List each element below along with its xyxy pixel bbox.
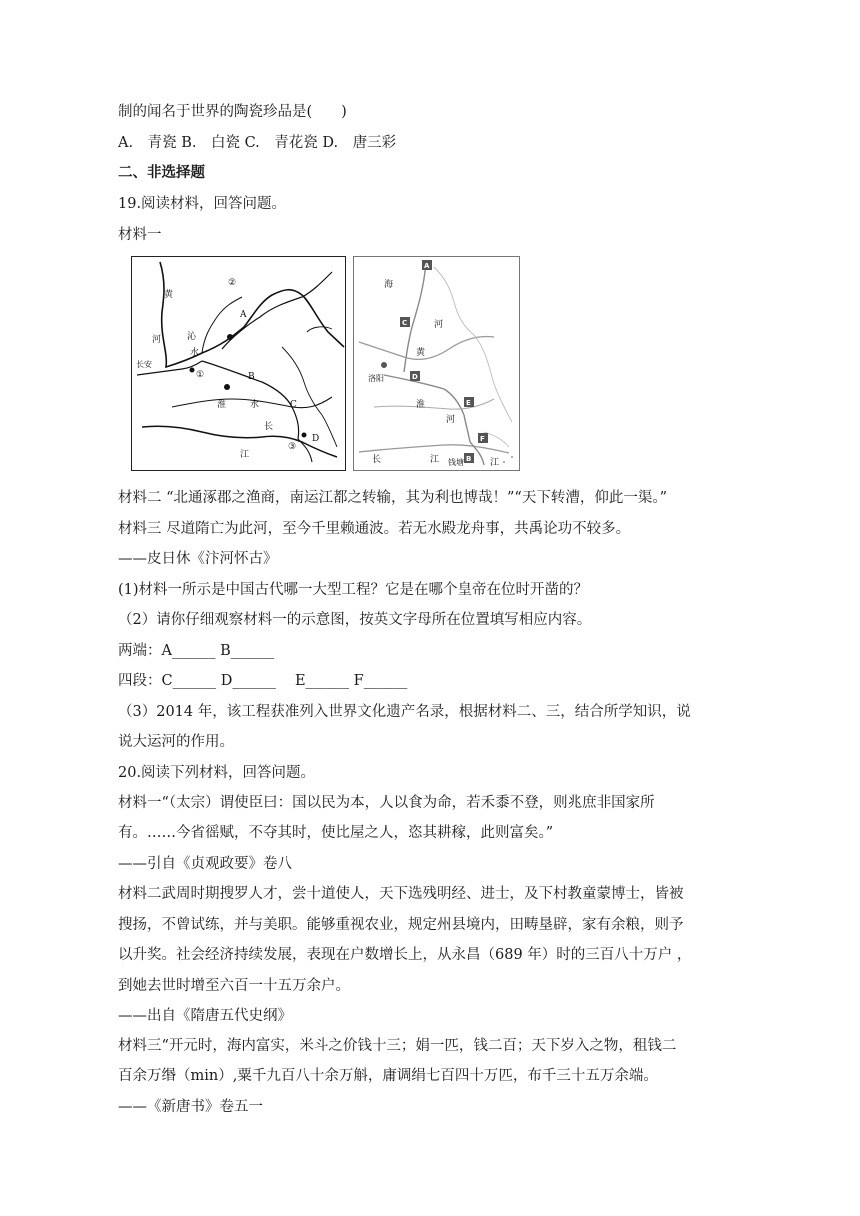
- canal-jiangnan: [298, 439, 312, 462]
- q19-material3: 材料三 尽道隋亡为此河，至今千里赖通波。若无水殿龙舟事，共禹论功不较多。: [118, 521, 631, 537]
- section-heading: 二、非选择题: [118, 164, 205, 181]
- city-dot: [302, 433, 307, 438]
- label-huai: 淮: [217, 400, 227, 410]
- q19-sub2: （2）请你仔细观察材料一的示意图，按英文字母所在位置填写相应内容。: [118, 612, 592, 628]
- canal-shanyang: [464, 415, 470, 442]
- q18-options: A. 青瓷 B. 白瓷 C. 青花瓷 D. 唐三彩: [118, 135, 397, 151]
- badge-E-text: E: [466, 399, 471, 407]
- label-hai: 海: [384, 280, 394, 290]
- label-C: C: [290, 400, 297, 410]
- coastline: [282, 347, 337, 447]
- badge-F-text: F: [480, 435, 485, 443]
- yellow-river: [160, 262, 344, 367]
- badge-D-text: D: [412, 373, 418, 381]
- label-qin: 沁: [187, 332, 197, 342]
- label-jiang: 江: [240, 450, 250, 460]
- label-chang: 长: [264, 422, 274, 432]
- label-luoyang: 洛阳: [368, 374, 384, 383]
- label-changan: 长安: [136, 360, 152, 369]
- qin-river: [202, 297, 242, 353]
- label-jiang2: 江: [490, 458, 500, 468]
- island-dot: [511, 456, 513, 458]
- label-huai-shui: 水: [250, 400, 260, 410]
- q18-stem-tail: 制的闻名于世界的陶瓷珍品是( ): [118, 104, 347, 120]
- q20-material2-source: ——出自《隋唐五代史纲》: [118, 1008, 292, 1024]
- label-huai: 淮: [416, 400, 426, 410]
- label-B: B: [248, 372, 255, 382]
- label-huai-he: 河: [446, 415, 456, 425]
- q19-sub3-line2: 说大运河的作用。: [118, 734, 234, 750]
- label-n1: ①: [196, 370, 205, 380]
- yangtze-river: [359, 445, 509, 453]
- city-dot: [190, 368, 195, 373]
- q20-material2-line2: 搜扬，不曾试练，并与美职。能够重视农业，规定州县境内，田畴垦辟，家有余粮，则予: [118, 917, 684, 933]
- q20-title: 20.阅读下列材料，回答问题。: [118, 765, 316, 781]
- q19-sub3-line1: （3）2014 年，该工程获准列入世界文化遗产名录，根据材料二、三，结合所学知识，说: [118, 704, 691, 720]
- q19-title: 19.阅读材料，回答问题。: [118, 196, 287, 212]
- right-map-svg: [354, 257, 519, 470]
- q20-material3-line2: 百余万缗（min）,粟千九百八十余万斛，庸调绢七百四十万匹，布千三十五万余端。: [118, 1068, 658, 1084]
- label-n3: ③: [288, 442, 297, 452]
- huai-river: [374, 399, 494, 409]
- q20-material2-line1: 材料二武周时期搜罗人才，尝十道使人，天下选残明经、进士，及下村教童蒙博士，皆被: [118, 886, 684, 902]
- label-he: 河: [434, 320, 444, 330]
- city-dot: [224, 384, 230, 390]
- label-A: A: [240, 310, 247, 320]
- q19-material1-label: 材料一: [118, 227, 162, 243]
- q20-material1-line2: 有。……今省徭赋，不夺其时，使比屋之人，恣其耕稼，此则富矣。”: [118, 825, 554, 841]
- label-qiantang: 钱塘: [448, 458, 464, 467]
- q20-material1-source: ——引自《贞观政要》卷八: [118, 856, 292, 872]
- q20-material3-source: ——《新唐书》卷五一: [118, 1099, 263, 1115]
- q19-four-sections: 四段：C______ D______ E______ F______: [118, 673, 408, 689]
- label-chang: 长: [372, 455, 382, 465]
- badge-B-text: B: [466, 455, 472, 463]
- q19-sub1: (1)材料一所示是中国古代哪一大型工程？它是在哪个皇帝在位时开凿的？: [118, 582, 589, 598]
- canal-shanyang: [292, 407, 299, 439]
- city-dot: [227, 334, 233, 340]
- label-D: D: [312, 434, 320, 444]
- badge-C-text: C: [402, 319, 408, 327]
- label-he: 河: [152, 335, 162, 345]
- label-huang: 黄: [416, 348, 426, 358]
- city-luoyang: [381, 362, 387, 368]
- left-map: [131, 256, 346, 471]
- q20-material3-line1: 材料三“开元时，海内富实，米斗之价钱十三；娟一匹，钱二百；天下岁入之物，租钱二: [118, 1038, 677, 1054]
- left-map-svg: [132, 257, 345, 470]
- q20-material1-line1: 材料一“（太宗）谓使臣曰：国以民为本，人以食为命，若禾黍不登，则兆庶非国家所: [118, 795, 655, 811]
- canal-yongji: [222, 272, 332, 349]
- label-n2: ②: [228, 278, 237, 288]
- q19-ends: 两端：A______ B______: [118, 643, 275, 659]
- label-huang: 黄: [164, 290, 174, 300]
- q20-material2-line3: 以升奖。社会经济持续发展，表现在户数增长上，从永昌（689 年）时的三百八十万户 ，: [118, 947, 692, 963]
- q20-material2-line4: 到她去世时增至六百一十五万余户。: [118, 978, 350, 994]
- yellow-river: [359, 337, 494, 360]
- label-qin-shui: 水: [190, 348, 200, 358]
- q19-material2: 材料二 “北通涿郡之渔商，南运江都之转输，其为利也博哉！”“天下转漕，仰此一渠。”: [118, 490, 668, 506]
- right-map: [353, 256, 520, 471]
- q19-material3-source: ——皮日休《汴河怀古》: [118, 551, 278, 567]
- badge-A-text: A: [424, 262, 430, 270]
- island-dot: [503, 461, 505, 463]
- label-jiang: 江: [430, 455, 440, 465]
- grand-canal-maps: [131, 256, 521, 471]
